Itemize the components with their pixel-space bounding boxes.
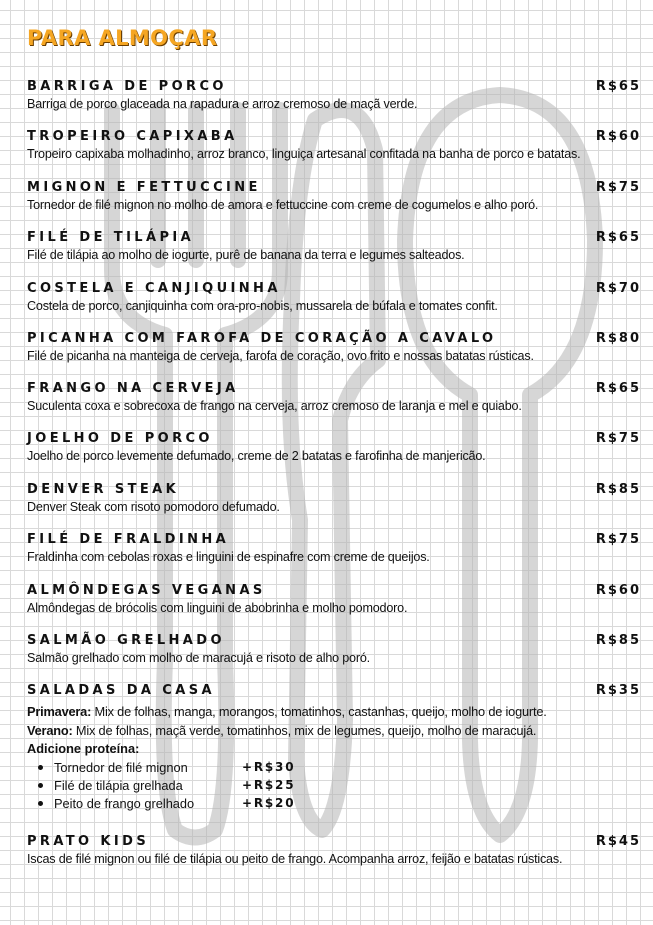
menu-item-saladas xyxy=(27,683,641,812)
menu-item-almondegas xyxy=(27,583,641,616)
addon-name: Tornedor de filé mignon xyxy=(54,759,188,775)
list-item xyxy=(27,794,641,812)
item-description: Iscas de filé mignon ou filé de tilápia ou peito de frango. Acompanha arroz, feijão e batatas rústicas. xyxy=(27,852,563,866)
item-price: R$35 xyxy=(595,683,641,698)
item-description: Suculenta coxa e sobrecoxa de frango na cerveja, arroz cremoso de laranja e mel e quiabo. xyxy=(27,399,522,413)
menu-item-barriga xyxy=(27,79,641,112)
item-name: FRANGO NA CERVEJA xyxy=(27,381,239,396)
item-description: Filé de tilápia ao molho de iogurte, purê de banana da terra e legumes salteados. xyxy=(27,248,465,262)
menu-item-costela xyxy=(27,281,641,314)
item-name: SALMÃO GRELHADO xyxy=(27,633,225,648)
item-name: FILÉ DE FRALDINHA xyxy=(27,532,230,547)
item-price: R$85 xyxy=(595,633,641,648)
item-price: R$65 xyxy=(595,230,641,245)
item-description: Tropeiro capixaba molhadinho, arroz branco, linguiça artesanal confitada na banha de porco e batatas. xyxy=(27,147,581,161)
item-name: PICANHA COM FAROFA DE CORAÇÃO A CAVALO xyxy=(27,331,497,346)
item-description: Filé de picanha na manteiga de cerveja, farofa de coração, ovo frito e nossas batatas rústicas. xyxy=(27,349,534,363)
item-price: R$45 xyxy=(595,834,641,849)
list-item xyxy=(27,758,641,776)
item-description: Barriga de porco glaceada na rapadura e arroz cremoso de maçã verde. xyxy=(27,97,418,111)
list-item xyxy=(27,776,641,794)
item-description: Costela de porco, canjiquinha com ora-pro-nobis, mussarela de búfala e tomates confit. xyxy=(27,299,498,313)
salad-text: Mix de folhas, manga, morangos, tomatinhos, castanhas, queijo, molho de iogurte. xyxy=(91,704,547,719)
item-name: FILÉ DE TILÁPIA xyxy=(27,230,195,245)
menu-item-mignon xyxy=(27,180,641,213)
menu-item-fraldinha xyxy=(27,532,641,565)
addon-name: Peito de frango grelhado xyxy=(54,795,195,811)
bullet-icon xyxy=(38,765,43,770)
item-price: R$70 xyxy=(595,281,641,296)
item-description: Salmão grelhado com molho de maracujá e risoto de alho poró. xyxy=(27,651,370,665)
item-price: R$75 xyxy=(595,532,641,547)
item-description: Tornedor de filé mignon no molho de amora e fettuccine com creme de cogumelos e alho poró. xyxy=(27,198,539,212)
item-name: DENVER STEAK xyxy=(27,482,180,497)
item-price: R$85 xyxy=(595,482,641,497)
item-name: PRATO KIDS xyxy=(27,834,150,849)
item-price: R$65 xyxy=(595,381,641,396)
salad-verano xyxy=(27,723,641,738)
menu-item-salmao xyxy=(27,633,641,666)
menu-item-kids xyxy=(27,834,641,867)
item-price: R$75 xyxy=(595,180,641,195)
item-price: R$65 xyxy=(595,79,641,94)
item-price: R$60 xyxy=(595,583,641,598)
bullet-icon xyxy=(38,783,43,788)
menu-item-tropeiro xyxy=(27,129,641,162)
menu-item-picanha xyxy=(27,331,641,364)
item-description: Fraldinha com cebolas roxas e linguini de espinafre com creme de queijos. xyxy=(27,550,430,564)
item-description: Denver Steak com risoto pomodoro defumado. xyxy=(27,500,280,514)
item-name: ALMÔNDEGAS VEGANAS xyxy=(27,583,266,598)
menu-item-tilapia xyxy=(27,230,641,263)
item-name: COSTELA E CANJIQUINHA xyxy=(27,281,281,296)
item-name: MIGNON E FETTUCCINE xyxy=(27,180,261,195)
menu-item-joelho xyxy=(27,431,641,464)
salad-text: Mix de folhas, maçã verde, tomatinhos, mix de legumes, queijo, molho de maracujá. xyxy=(72,723,537,738)
salad-label: Verano: xyxy=(27,723,73,738)
item-name: JOELHO DE PORCO xyxy=(27,431,213,446)
add-protein-label: Adicione proteína: xyxy=(27,741,140,756)
item-description: Almôndegas de brócolis com linguini de abobrinha e molho pomodoro. xyxy=(27,601,408,615)
item-price: R$60 xyxy=(595,129,641,144)
salad-label: Primavera: xyxy=(27,704,92,719)
page-title: PARA ALMOÇAR xyxy=(27,26,218,50)
salad-primavera xyxy=(27,704,641,719)
addon-price: +R$25 xyxy=(242,778,296,792)
item-name: SALADAS DA CASA xyxy=(27,683,215,698)
addon-price: +R$30 xyxy=(242,760,296,774)
item-name: BARRIGA DE PORCO xyxy=(27,79,227,94)
item-price: R$80 xyxy=(595,331,641,346)
menu-item-frango xyxy=(27,381,641,414)
menu-item-denver xyxy=(27,482,641,515)
item-price: R$75 xyxy=(595,431,641,446)
item-description: Joelho de porco levemente defumado, creme de 2 batatas e farofinha de manjericão. xyxy=(27,449,486,463)
item-name: TROPEIRO CAPIXABA xyxy=(27,129,238,144)
bullet-icon xyxy=(38,801,43,806)
protein-addons-list xyxy=(27,758,641,812)
addon-name: Filé de tilápia grelhada xyxy=(54,777,183,793)
addon-price: +R$20 xyxy=(242,796,296,810)
